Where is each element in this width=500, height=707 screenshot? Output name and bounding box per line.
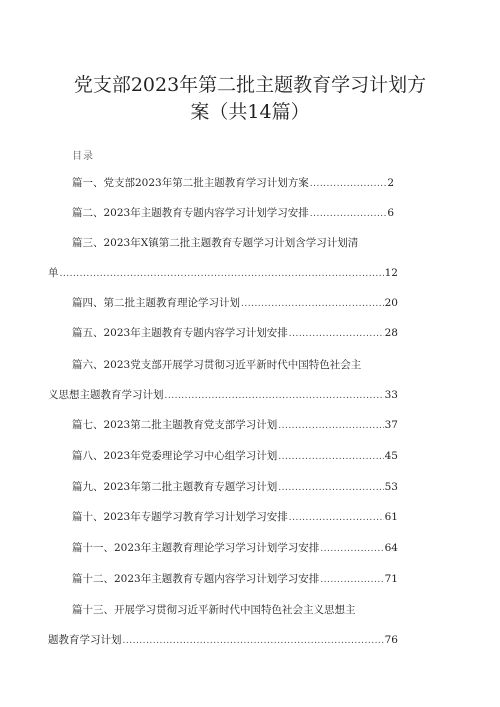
leader-dots — [320, 542, 383, 556]
leader-dots — [310, 207, 387, 221]
toc-entry-3[interactable] — [48, 266, 398, 281]
toc-entry-1[interactable] — [72, 176, 394, 191]
leader-dots — [60, 267, 384, 281]
toc-heading: 目录 — [72, 151, 94, 162]
toc-page-number: 53 — [384, 481, 398, 493]
toc-page-number: 12 — [384, 267, 398, 279]
toc-entry-6[interactable] — [48, 388, 398, 403]
toc-entry-text: 篇七、2023第二批主题教育党支部学习计划 — [72, 419, 278, 431]
leader-dots — [289, 511, 384, 525]
leader-dots — [241, 297, 384, 311]
toc-entry-12[interactable] — [72, 572, 398, 587]
toc-page-number: 2 — [387, 177, 394, 189]
toc-entry-text: 题教育学习计划 — [48, 634, 122, 646]
toc-entry-6-line-1[interactable]: 篇六、2023党支部开展学习贯彻习近平新时代中国特色社会主 — [72, 359, 362, 371]
toc-entry-text: 篇十、2023年专题学习教育学习计划学习安排 — [72, 511, 288, 523]
leader-dots — [320, 573, 383, 587]
toc-entry-text: 篇五、2023年主题教育专题内容学习计划安排 — [72, 327, 288, 339]
leader-dots — [278, 450, 383, 464]
toc-entry-text: 篇九、2023年第二批主题教育专题学习计划 — [72, 481, 278, 493]
leader-dots — [123, 634, 384, 648]
leader-dots — [278, 481, 383, 495]
toc-entry-8[interactable] — [72, 449, 398, 464]
toc-entry-7[interactable] — [72, 418, 398, 433]
toc-entry-text: 篇四、第二批主题教育理论学习计划 — [72, 297, 240, 309]
toc-entry-11[interactable] — [72, 541, 398, 556]
toc-page-number: 45 — [384, 450, 398, 462]
toc-page-number: 33 — [384, 389, 398, 401]
toc-entry-text: 篇十二、2023年主题教育专题内容学习计划学习安排 — [72, 573, 320, 585]
toc-page-number: 64 — [384, 542, 398, 554]
toc-entry-9[interactable] — [72, 480, 398, 495]
title-line-1: 党支部2023年第二批主题教育学习计划方 — [73, 74, 427, 96]
toc-entry-text: 单 — [48, 267, 59, 279]
leader-dots — [278, 419, 383, 433]
toc-entry-text: 篇二、2023年主题教育专题内容学习计划学习安排 — [72, 207, 309, 219]
toc-page-number: 71 — [384, 573, 398, 585]
toc-entry-2[interactable] — [72, 206, 394, 221]
leader-dots — [165, 389, 384, 403]
leader-dots — [289, 327, 384, 341]
toc-page-number: 76 — [384, 634, 398, 646]
toc-entry-text: 篇十一、2023年主题教育理论学习学习计划学习安排 — [72, 542, 320, 554]
toc-entry-5[interactable] — [72, 326, 398, 341]
toc-page-number: 61 — [384, 511, 398, 523]
toc-entry-text: 篇八、2023年党委理论学习中心组学习计划 — [72, 450, 278, 462]
toc-page-number: 37 — [384, 419, 398, 431]
toc-page-number: 20 — [384, 297, 398, 309]
toc-entry-text: 篇一、党支部2023年第二批主题教育学习计划方案 — [72, 177, 309, 189]
toc-entry-13-line-1[interactable]: 篇十三、开展学习贯彻习近平新时代中国特色社会主义思想主 — [72, 604, 356, 616]
toc-entry-4[interactable] — [72, 296, 398, 311]
leader-dots — [310, 177, 387, 191]
toc-page-number: 28 — [384, 327, 398, 339]
toc-entry-10[interactable] — [72, 510, 398, 525]
title-line-2: 案（共14篇） — [190, 101, 310, 123]
toc-entry-text: 义思想主题教育学习计划 — [48, 389, 164, 401]
toc-entry-3-line-1[interactable]: 篇三、2023年X镇第二批主题教育专题学习计划含学习计划清 — [72, 237, 359, 249]
toc-entry-13[interactable] — [48, 633, 398, 648]
toc-page-number: 6 — [387, 207, 394, 219]
